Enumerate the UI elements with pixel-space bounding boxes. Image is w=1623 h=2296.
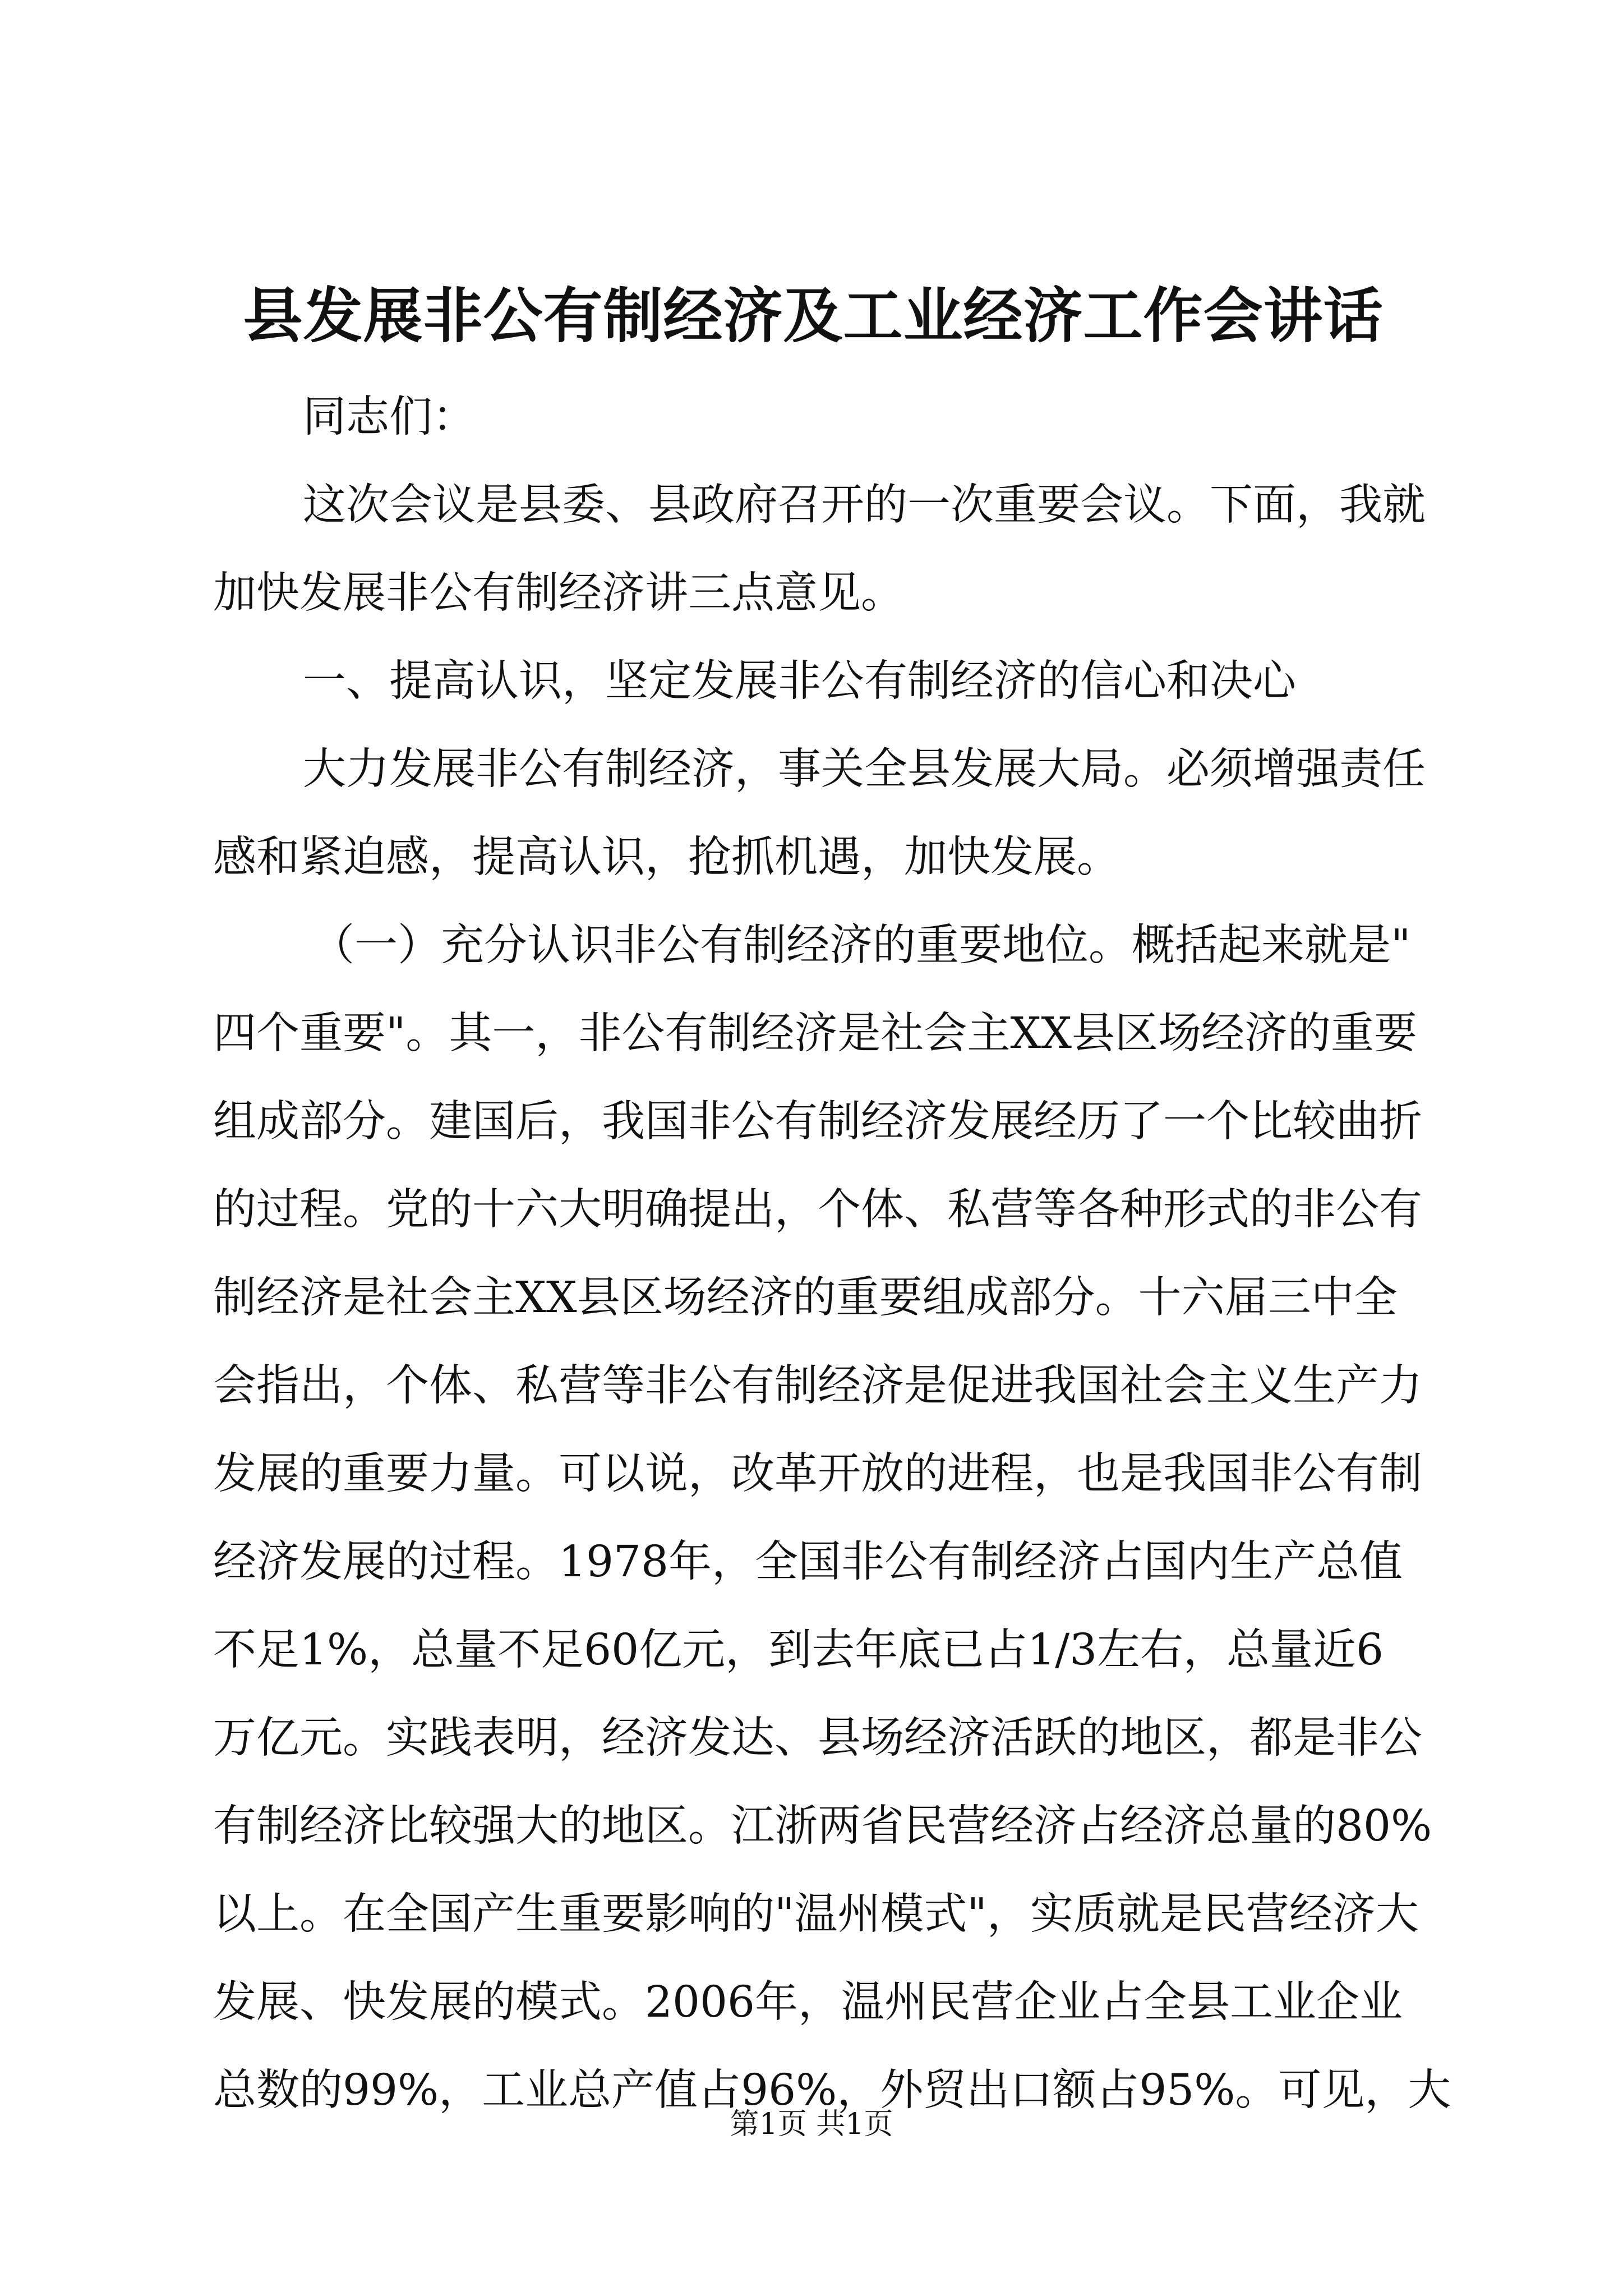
text-line: 制经济是社会主XX县区场经济的重要组成部分。十六届三中全	[213, 1273, 1398, 1323]
document-title: 县发展非公有制经济及工业经济工作会讲话	[243, 280, 1384, 351]
text-line: 这次会议是县委、县政府召开的一次重要会议。下面，我就	[303, 480, 1426, 530]
text-line: 四个重要"。其一，非公有制经济是社会主XX县区场经济的重要	[213, 1009, 1418, 1059]
text-line: 的过程。党的十六大明确提出，个体、私营等各种形式的非公有	[213, 1185, 1422, 1235]
page-footer: 第1页 共1页	[730, 2108, 893, 2141]
text-line: 感和紧迫感，提高认识，抢抓机遇，加快发展。	[213, 832, 1120, 882]
text-line: 经济发展的过程。1978年，全国非公有制经济占国内生产总值	[213, 1537, 1403, 1587]
text-line: 发展的重要力量。可以说，改革开放的进程，也是我国非公有制	[213, 1449, 1422, 1499]
text-line: 组成部分。建国后，我国非公有制经济发展经历了一个比较曲折	[213, 1097, 1422, 1147]
text-line: 会指出，个体、私营等非公有制经济是促进我国社会主义生产力	[213, 1361, 1422, 1411]
text-line: （一）充分认识非公有制经济的重要地位。概括起来就是"	[311, 921, 1411, 970]
text-line: 加快发展非公有制经济讲三点意见。	[213, 568, 904, 618]
text-line: 大力发展非公有制经济，事关全县发展大局。必须增强责任	[303, 744, 1426, 794]
text-line: 总数的99%，工业总产值占96%，外贸出口额占95%。可见，大	[213, 2065, 1451, 2115]
text-line: 有制经济比较强大的地区。江浙两省民营经济占经济总量的80%	[213, 1801, 1432, 1851]
text-line: 同志们：	[303, 392, 476, 442]
text-line: 不足1%，总量不足60亿元，到去年底已占1/3左右，总量近6	[213, 1625, 1384, 1675]
text-line: 以上。在全国产生重要影响的"温州模式"，实质就是民营经济大	[213, 1889, 1419, 1939]
text-line: 发展、快发展的模式。2006年，温州民营企业占全县工业企业	[213, 1977, 1403, 2027]
text-line: 万亿元。实践表明，经济发达、县场经济活跃的地区，都是非公	[213, 1713, 1422, 1763]
text-line: 一、提高认识，坚定发展非公有制经济的信心和决心	[303, 656, 1296, 706]
document-body	[213, 373, 1453, 2134]
